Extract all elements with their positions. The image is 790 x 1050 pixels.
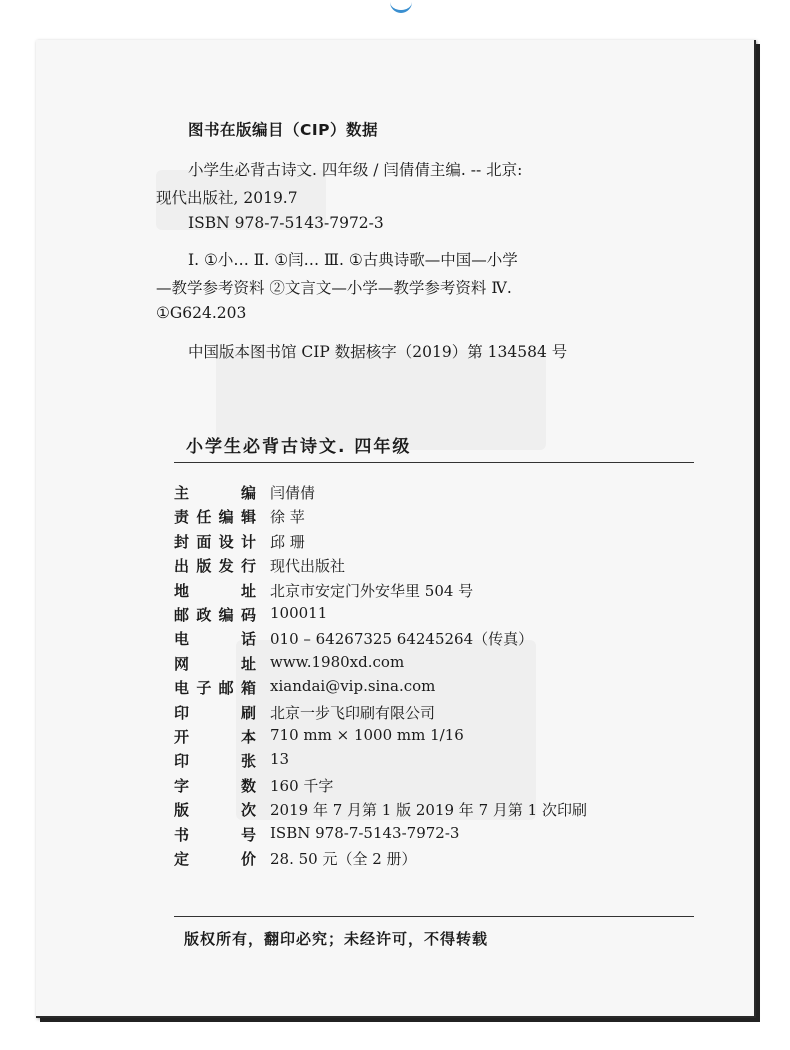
info-label-char: 字	[174, 776, 190, 795]
info-label-char: 封	[174, 532, 190, 551]
info-label-char: 出	[174, 557, 190, 576]
info-label-char: 印	[174, 703, 190, 722]
info-value: 160 千字	[270, 776, 334, 795]
info-label-char: 版	[174, 801, 190, 820]
info-label	[174, 506, 256, 527]
copyright-page	[36, 40, 756, 1018]
info-value: 北京市安定门外安华里 504 号	[270, 581, 474, 600]
cip-line: ①G624.203	[156, 304, 247, 322]
info-label	[174, 580, 256, 601]
info-label-char: 任	[196, 508, 212, 527]
info-label-char: 责	[174, 508, 190, 527]
info-label-char: 址	[240, 654, 256, 673]
cip-line: Ⅰ. ①小… Ⅱ. ①闫… Ⅲ. ①古典诗歌—中国—小学	[188, 251, 518, 269]
info-label-char: 书	[174, 825, 190, 844]
info-value: 100011	[270, 604, 328, 622]
top-page-mark	[390, 0, 412, 13]
cip-line: 现代出版社, 2019.7	[156, 189, 298, 207]
info-label	[174, 824, 256, 845]
top-divider	[174, 462, 694, 463]
info-label-char: 次	[240, 801, 256, 820]
info-label	[174, 702, 256, 723]
info-label-char: 址	[240, 581, 256, 600]
info-label-char: 主	[174, 484, 190, 502]
info-label-char: 话	[240, 630, 256, 649]
info-label	[174, 531, 256, 552]
info-label-char: 发	[218, 557, 234, 576]
cip-line: —教学参考资料 ②文言文—小学—教学参考资料 Ⅳ.	[156, 279, 512, 297]
info-label-char: 号	[240, 825, 256, 844]
bottom-divider	[174, 916, 694, 917]
info-value: 邱 珊	[270, 532, 305, 551]
info-value: 28. 50 元（全 2 册）	[270, 850, 417, 868]
cip-heading: 图书在版编目（CIP）数据	[188, 121, 379, 139]
info-label	[174, 604, 256, 625]
info-label-char: 张	[240, 752, 256, 771]
info-value: 13	[270, 750, 290, 769]
info-label-char: 邮	[218, 679, 234, 698]
info-label-char: 箱	[240, 679, 256, 698]
info-label	[174, 775, 256, 796]
info-value: 710 mm × 1000 mm 1/16	[270, 726, 464, 744]
info-label-char: 数	[240, 776, 256, 795]
info-value: 010 – 64267325 64245264（传真）	[270, 630, 534, 649]
info-label-char: 行	[240, 557, 256, 576]
info-label-char: 邮	[174, 606, 190, 624]
info-label	[174, 482, 256, 503]
info-value: 徐 苹	[270, 508, 305, 527]
info-label	[174, 653, 256, 674]
info-value: 现代出版社	[270, 557, 346, 576]
info-label-char: 开	[174, 728, 190, 746]
info-label	[174, 799, 256, 820]
book-title: 小学生必背古诗文. 四年级	[186, 437, 412, 457]
info-value: 北京一步飞印刷有限公司	[270, 703, 436, 722]
info-label-char: 电	[174, 679, 190, 698]
cip-line: 小学生必背古诗文. 四年级 / 闫倩倩主编. -- 北京:	[188, 161, 523, 179]
info-label	[174, 848, 256, 869]
copyright-notice: 版权所有，翻印必究；未经许可，不得转载	[184, 930, 489, 948]
info-label-char: 码	[240, 606, 256, 624]
info-value: www.1980xd.com	[270, 652, 405, 671]
info-label	[174, 677, 256, 698]
info-label-char: 面	[196, 532, 212, 551]
info-label-char: 电	[174, 630, 190, 649]
info-label-char: 刷	[240, 703, 256, 722]
info-label-char: 地	[174, 581, 190, 600]
info-label-char: 版	[196, 557, 212, 576]
info-label-char: 本	[240, 728, 256, 746]
info-label-char: 辑	[240, 508, 256, 527]
info-label-char: 子	[196, 679, 212, 698]
info-label-char: 政	[196, 606, 212, 624]
info-value: xiandai@vip.sina.com	[270, 677, 436, 696]
info-label-char: 印	[174, 752, 190, 771]
cip-line: 中国版本图书馆 CIP 数据核字（2019）第 134584 号	[188, 343, 568, 361]
info-value: 2019 年 7 月第 1 版 2019 年 7 月第 1 次印刷	[270, 801, 587, 820]
info-label-char: 编	[218, 508, 234, 527]
info-label-char: 定	[174, 850, 190, 868]
info-value: ISBN 978-7-5143-7972-3	[270, 823, 460, 842]
info-label-char: 价	[240, 850, 256, 868]
info-label	[174, 555, 256, 576]
info-label-char: 网	[174, 654, 190, 673]
info-label-char: 编	[218, 606, 234, 624]
info-label-char: 编	[240, 484, 256, 502]
info-label	[174, 726, 256, 747]
info-label-char: 计	[240, 532, 256, 551]
info-value: 闫倩倩	[270, 484, 316, 502]
info-label	[174, 628, 256, 649]
info-label-char: 设	[218, 532, 234, 551]
info-label	[174, 750, 256, 771]
cip-line: ISBN 978-7-5143-7972-3	[188, 214, 384, 232]
